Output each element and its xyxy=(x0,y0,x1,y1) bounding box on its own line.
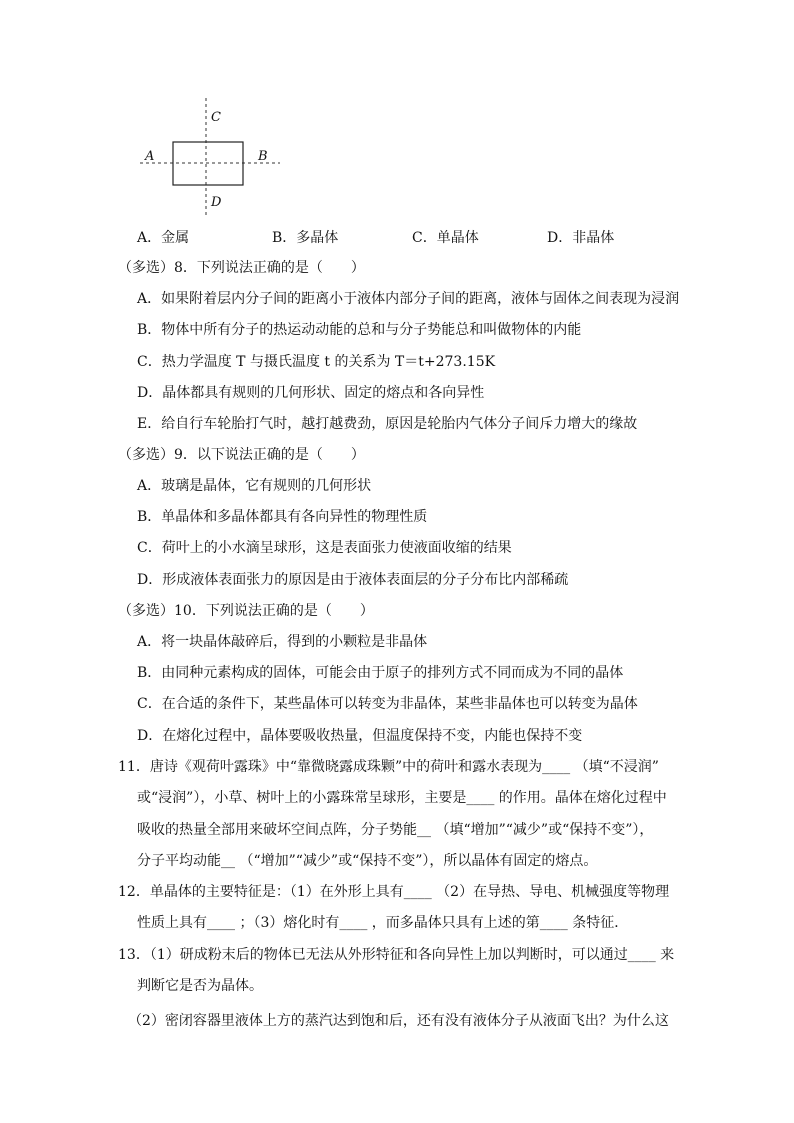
q9-option-d: D．形成液体表面张力的原因是由于液体表面层的分子分布比内部稀疏 xyxy=(137,572,569,588)
q11-line-2: 或“浸润”），小草、树叶上的小露珠常呈球形，主要是____ 的作用。晶体在熔化过程中 xyxy=(137,790,667,806)
q10-option-b: B．由同种元素构成的固体，可能会由于原子的排列方式不同而成为不同的晶体 xyxy=(137,665,624,681)
q10-option-c: C．在合适的条件下，某些晶体可以转变为非晶体，某些非晶体也可以转变为晶体 xyxy=(137,696,638,712)
q9-option-b: B．单晶体和多晶体都具有各向异性的物理性质 xyxy=(137,509,428,525)
q7-options xyxy=(137,227,657,247)
q10-stem: （多选）10．下列说法正确的是（ ） xyxy=(118,603,374,619)
q9-stem: （多选）9．以下说法正确的是（ ） xyxy=(118,447,365,463)
q7-option-a: A．金属 xyxy=(137,230,190,246)
q8-option-e: E．给自行车轮胎打气时，越打越费劲，原因是轮胎内气体分子间斥力增大的缘故 xyxy=(137,416,638,432)
q11-line-3: 吸收的热量全部用来破坏空间点阵，分子势能__ （填“增加”“减少”或“保持不变”）， xyxy=(137,822,654,838)
label-a: A xyxy=(145,149,155,164)
q13-line-1: 13．（1）研成粉末后的物体已无法从外形特征和各向异性上加以判断时，可以通过____ 来 xyxy=(118,947,675,963)
crystal-diagram xyxy=(130,94,290,218)
label-d: D xyxy=(211,195,222,210)
q9-option-c: C．荷叶上的小水滴呈球形，这是表面张力使液面收缩的结果 xyxy=(137,540,512,556)
q8-stem: （多选）8．下列说法正确的是（ ） xyxy=(118,260,365,276)
q8-option-d: D．晶体都具有规则的几何形状、固定的熔点和各向异性 xyxy=(137,385,485,401)
q12-line-1: 12．单晶体的主要特征是：（1）在外形上具有____ （2）在导热、导电、机械强度等物理 xyxy=(118,884,670,900)
label-b: B xyxy=(258,149,268,164)
q13-line-2: 判断它是否为晶体。 xyxy=(137,978,263,994)
q10-option-d: D．在熔化过程中，晶体要吸收热量，但温度保持不变，内能也保持不变 xyxy=(137,728,583,744)
label-c: C xyxy=(211,110,221,125)
q10-option-a: A．将一块晶体敲碎后，得到的小颗粒是非晶体 xyxy=(137,634,428,650)
q7-option-c: C．单晶体 xyxy=(412,230,479,246)
q11-line-4: 分子平均动能__ （“增加”“减少”或“保持不变”），所以晶体有固定的熔点。 xyxy=(137,853,598,869)
q7-option-b: B．多晶体 xyxy=(272,230,339,246)
q13-line-3: （2）密闭容器里液体上方的蒸汽达到饱和后，还有没有液体分子从液面飞出？为什么这 xyxy=(128,1013,669,1029)
q8-option-c: C．热力学温度 T 与摄氏温度 t 的关系为 T＝t+273.15K xyxy=(137,354,496,370)
crystal-diagram-svg xyxy=(130,94,290,218)
q9-option-a: A．玻璃是晶体，它有规则的几何形状 xyxy=(137,478,372,494)
q8-option-a: A．如果附着层内分子间的距离小于液体内部分子间的距离，液体与固体之间表现为浸润 xyxy=(137,291,680,307)
q7-option-d: D．非晶体 xyxy=(547,230,615,246)
q11-line-1: 11．唐诗《观荷叶露珠》中“靠微晓露成珠颗”中的荷叶和露水表现为____ （填“不浸润” xyxy=(118,759,659,775)
q8-option-b: B．物体中所有分子的热运动动能的总和与分子势能总和叫做物体的内能 xyxy=(137,322,582,338)
q12-line-2: 性质上具有____ ；（3）熔化时有____ ，而多晶体只具有上述的第____ 条特征． xyxy=(137,915,629,931)
